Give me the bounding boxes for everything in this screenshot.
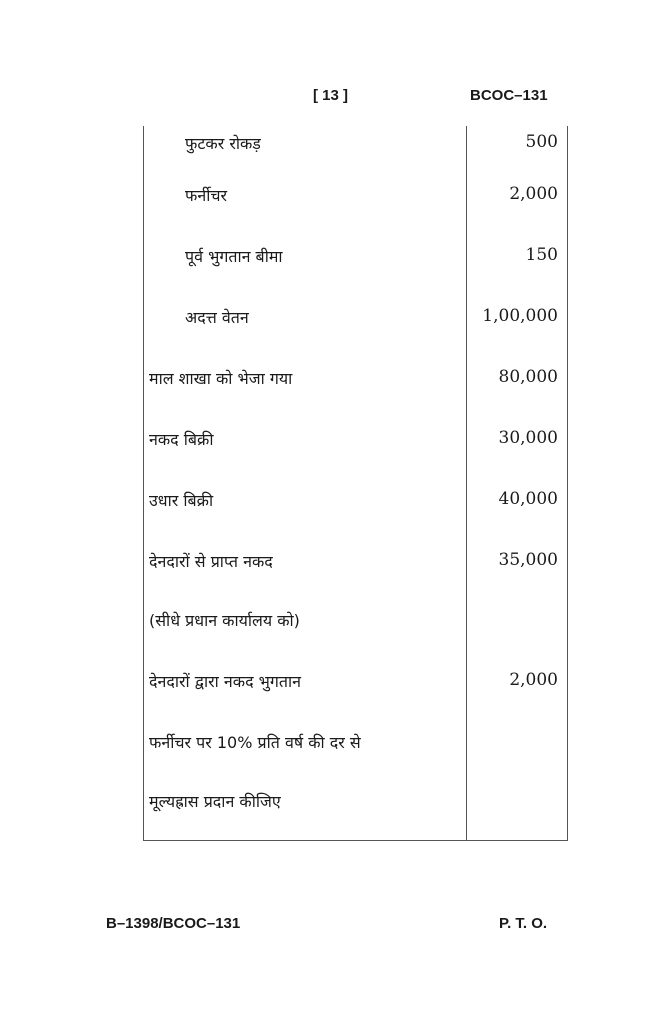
row-label: नकद बिक्री	[149, 430, 214, 449]
row-label: फर्नीचर	[185, 186, 228, 205]
row-label: पूर्व भुगतान बीमा	[185, 247, 283, 266]
course-code: BCOC–131	[470, 87, 548, 104]
table-row	[143, 731, 568, 761]
row-amount: 500	[525, 132, 558, 152]
row-amount: 2,000	[509, 670, 558, 690]
page-number: [ 13 ]	[313, 87, 349, 104]
table-row	[143, 428, 568, 458]
ledger-table	[143, 126, 568, 841]
table-row	[143, 132, 568, 162]
table-row	[143, 184, 568, 214]
table-row	[143, 245, 568, 275]
row-label: देनदारों से प्राप्त नकद	[149, 552, 273, 571]
row-label: फर्नीचर पर 10% प्रति वर्ष की दर से	[149, 733, 361, 752]
row-label: देनदारों द्वारा नकद भुगतान	[149, 672, 302, 691]
table-row	[143, 790, 568, 820]
please-turn-over: P. T. O.	[499, 915, 548, 932]
row-amount: 2,000	[509, 184, 558, 204]
row-amount: 1,00,000	[482, 306, 558, 326]
row-amount: 40,000	[498, 489, 558, 509]
row-amount: 80,000	[498, 367, 558, 387]
row-amount: 30,000	[498, 428, 558, 448]
table-row	[143, 489, 568, 519]
table-row	[143, 550, 568, 580]
table-row	[143, 670, 568, 700]
table-bottom-border	[143, 840, 568, 842]
paper-code: B–1398/BCOC–131	[106, 915, 241, 932]
row-label: फुटकर रोकड़	[185, 134, 261, 153]
table-row	[143, 367, 568, 397]
row-label: अदत्त वेतन	[185, 308, 249, 327]
row-label: (सीधे प्रधान कार्यालय को)	[149, 611, 300, 630]
row-label: माल शाखा को भेजा गया	[149, 369, 293, 388]
row-label: उधार बिक्री	[149, 491, 214, 510]
table-row	[143, 306, 568, 336]
row-amount: 150	[525, 245, 558, 265]
row-label: मूल्यह्रास प्रदान कीजिए	[149, 792, 281, 811]
row-amount: 35,000	[498, 550, 558, 570]
table-row	[143, 609, 568, 639]
